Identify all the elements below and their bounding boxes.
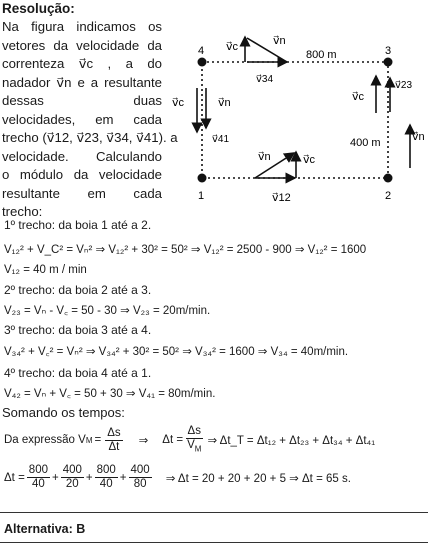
- expr-sub: M: [85, 435, 93, 445]
- fraction-400-80: $\frac{400}{80}$: [130, 464, 150, 490]
- buoy-2: [384, 174, 393, 183]
- corner-3-label: 3: [385, 45, 392, 57]
- expr-prefix: Da expressão V: [4, 434, 86, 447]
- intro-line: resultante em cada: [2, 185, 162, 201]
- step-1-title: 1º trecho: da boia 1 até a 2.: [4, 218, 152, 232]
- step-1-result: V₁₂ = 40 m / min: [4, 264, 87, 276]
- implies-symbol: ⇒: [138, 435, 149, 448]
- frac-den: Δt: [108, 440, 120, 453]
- step-2-title: 2º trecho: da boia 2 até a 3.: [4, 283, 152, 297]
- step-2-equation: V₂₃ = Vₙ - V꜀ = 50 - 30 ⇒ V₂₃ = 20m/min.: [4, 305, 211, 317]
- step-1-equation: V₁₂² + V_C² = Vₙ² ⇒ V₁₂² + 30² = 50² ⇒ V₁₂² = 2500 - 900 ⇒ V₁₂² = 1600: [4, 244, 367, 256]
- vc-right-label: v⃗c: [352, 91, 365, 103]
- step-4-title: 4º trecho: da boia 4 até a 1.: [4, 366, 152, 380]
- intro-line: correnteza v⃗c , a do: [2, 56, 162, 71]
- intro-line: velocidade. Calculando: [2, 148, 162, 164]
- v12-label: v⃗12: [272, 192, 291, 204]
- corner-1-label: 1: [198, 190, 205, 202]
- vc-left-label: v⃗c: [172, 97, 185, 109]
- fraction-800-40: $\frac{800}{40}$: [28, 464, 48, 490]
- vc-bottom-label: v⃗c: [303, 154, 316, 166]
- resolution-heading: Resolução:: [2, 1, 75, 16]
- corner-2-label: 2: [385, 190, 392, 202]
- v41-label: v⃗41: [212, 134, 230, 145]
- vn-top-label: v⃗n: [273, 35, 286, 47]
- v34-label: v⃗34: [256, 74, 274, 85]
- divider-top: [0, 512, 428, 513]
- dt-eq: Δt =: [162, 434, 184, 447]
- intro-line: nadador v⃗n e a resultante: [2, 74, 162, 90]
- intro-line: trecho (v⃗12, v⃗23, v⃗34, v⃗41). a: [2, 130, 178, 145]
- dt-eq-final: Δt =: [4, 471, 25, 484]
- divider-bottom: [0, 542, 428, 543]
- velocity-expression: Da expressão V M = $\frac{\Delta s}{\Delta t}$ ⇒ Δt = $\frac{\Delta s}{V_M}$ ⇒ Δt_T = Δt₁₂ + Δt₂₃ + Δt₃₄ + Δt₄₁: [4, 425, 376, 454]
- final-result: ⇒ Δt = 20 + 20 + 20 + 5 ⇒ Δt = 65 s.: [165, 472, 351, 485]
- answer-label: Alternativa: B: [4, 522, 86, 536]
- vn-bottom-label: v⃗n: [258, 151, 271, 163]
- buoy-1: [198, 174, 207, 183]
- buoy-3: [384, 58, 393, 67]
- expr-tail: ⇒ Δt_T = Δt₁₂ + Δt₂₃ + Δt₃₄ + Δt₄₁: [207, 435, 376, 448]
- corner-4-label: 4: [198, 45, 205, 57]
- vn-right-label: v⃗n: [412, 131, 425, 143]
- v23-label: v⃗23: [395, 80, 413, 91]
- fraction-ds-vm: [185, 425, 203, 455]
- top-distance: 800 m: [306, 49, 337, 61]
- intro-line: vetores da velocidade da: [2, 37, 162, 53]
- buoy-4: [198, 58, 207, 67]
- intro-line: trecho:: [2, 204, 43, 219]
- fraction-400-20: $\frac{400}{20}$: [62, 464, 82, 490]
- fraction-800-40-b: $\frac{800}{40}$: [96, 464, 116, 490]
- vn-left-label: v⃗n: [218, 97, 231, 109]
- vc-top-label: v⃗c: [226, 41, 239, 53]
- step-3-equation: V₃₄² + V꜀² = Vₙ² ⇒ V₃₄² + 30² = 50² ⇒ V₃₄² = 1600 ⇒ V₃₄ = 40m/min.: [4, 346, 349, 358]
- right-distance: 400 m: [350, 137, 381, 149]
- step-3-title: 3º trecho: da boia 3 até a 4.: [4, 323, 152, 337]
- frac-num: Δs: [107, 426, 121, 439]
- time-sum-expression: Δt = $\frac{800}{40}$ + $\frac{400}{20}$ + $\frac{800}{40}$ + $\frac{400}{80}$ ⇒ Δt = 20 + 20 + 20 + 5 ⇒ Δt = 65 s.: [4, 464, 351, 490]
- sum-title: Somando os tempos:: [2, 405, 125, 420]
- intro-line: velocidades, em cada: [2, 111, 162, 127]
- intro-line: o módulo da velocidade: [2, 167, 162, 182]
- step-4-equation: V₄₂ = Vₙ + V꜀ = 50 + 30 ⇒ V₄₁ = 80m/min.: [4, 388, 216, 400]
- route-path: [202, 62, 388, 178]
- fraction-ds-dt: [105, 427, 122, 454]
- intro-line: Na figura indicamos os: [2, 19, 162, 34]
- frac-num: Δs: [187, 425, 201, 437]
- intro-paragraph: [2, 18, 178, 222]
- intro-line: dessas duas: [2, 93, 162, 108]
- vector-diagram: [165, 30, 428, 215]
- frac-den: $V_M$: [187, 439, 202, 454]
